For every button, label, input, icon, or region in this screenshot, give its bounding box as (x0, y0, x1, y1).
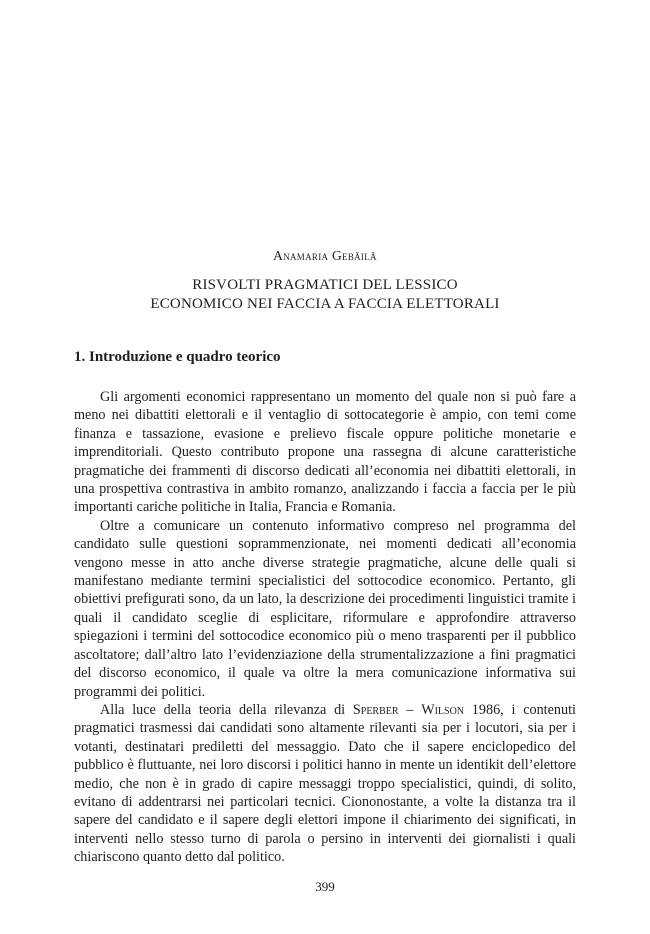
paragraph-3-rest: 1986, i contenuti pragmatici trasmessi dai candidati sono altamente rilevanti sia per i locutori, sia per i votanti, destinatari prediletti del messaggio. Dato che il sapere enciclopedico del pubblico è fluttuante, nei loro discorsi i politici hanno in mente un identikit dell’elettore medio, che non è in grado di capire messaggi troppo specialistici, quindi, di solito, evitano di addentrarsi nei particolari tecnici. Ciononostante, a volte la distanza tra il sapere del candidato e il sapere degli elettori impone il chiarimento dei significati, in interventi nello stesso turno di parola o persino in interventi dei giornalisti i quali chiariscono quanto detto dal politico. (74, 701, 576, 866)
citation-author-sperber: Sperber (352, 701, 399, 718)
body-text (74, 388, 576, 867)
citation-separator: – (398, 701, 422, 718)
paragraph-1: Gli argomenti economici rappresentano un momento del quale non si può fare a meno nei dibattiti elettorali e il ventaglio di sottocategorie è ampio, con temi come finanza e tassazione, evasione e prelievo fiscale oppure politiche monetarie e imprenditoriali. Questo contributo propone una rassegna di alcune caratteristiche pragmatiche dei frammenti di discorso dedicati all’economia nei dibattiti elettorali, in una prospettiva contrastiva in ambito romanzo, analizzando i faccia a faccia per le più importanti cariche politiche in Italia, Francia e Romania. (74, 389, 576, 516)
paragraph-3-start: Alla luce della teoria della rilevanza di (100, 701, 353, 718)
article-title (0, 276, 650, 314)
page-number: 399 (315, 879, 335, 894)
paragraph-2: Oltre a comunicare un contenuto informativo compreso nel programma del candidato sulle questioni soprammenzionate, nei momenti dedicati all’economia vengono messe in atto anche diverse strategie pragmatiche, alcune delle quali si manifestano mediante termini specialistici del sottocodice economico. Pertanto, gli obiettivi prefigurati sono, da un lato, la descrizione dei procedimenti linguistici tramite i quali il candidato sceglie di esplicitare, riformulare e approfondire attraverso spiegazioni i termini del sottocodice economico più o meno trasparenti per il pubblico ascoltatore; dall’altro lato l’evidenziazione della strumentalizzazione a fini pragmatici del discorso economico, il quale va oltre la mera comunicazione informativa sui programmi dei politici. (74, 517, 576, 700)
section-heading: 1. Introduzione e quadro teorico (74, 349, 281, 365)
author-name: Anamaria Gebăilă (273, 248, 377, 263)
paragraph-3 (74, 701, 576, 867)
citation-author-wilson: Wilson (421, 701, 465, 718)
title-line-1: RISVOLTI PRAGMATICI DEL LESSICO (192, 277, 458, 293)
title-line-2: ECONOMICO NEI FACCIA A FACCIA ELETTORALI (150, 296, 500, 312)
